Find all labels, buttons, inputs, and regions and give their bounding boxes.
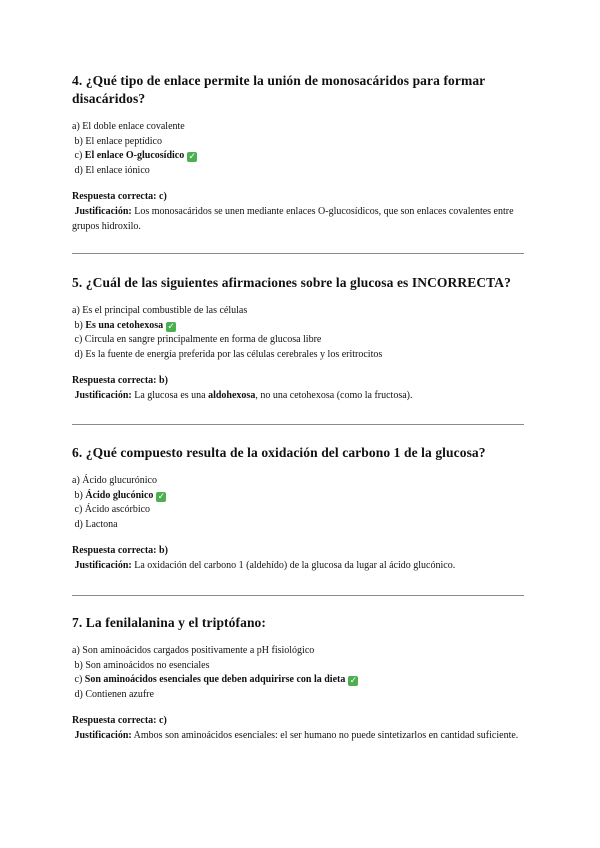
option-d (72, 164, 532, 179)
option-text: El enlace peptídico (85, 135, 162, 147)
option-b (72, 489, 532, 504)
options-list (72, 474, 532, 532)
question-7 (72, 614, 532, 743)
option-text: Es el principal combustible de las células (82, 305, 248, 316)
option-d (72, 688, 532, 703)
justification-label: Justificación: (74, 390, 132, 401)
option-text: Lactona (85, 518, 118, 530)
option-prefix: c) (74, 334, 83, 345)
option-c (72, 503, 532, 518)
option-a (72, 474, 532, 489)
justification-text: Ambos son aminoácidos esenciales: el ser humano no puede sintetizarlos en cantidad suficiente. (133, 730, 519, 741)
options-list (72, 644, 532, 702)
justification (72, 558, 532, 573)
option-text-correct: Es una cetohexosa (85, 319, 164, 331)
option-prefix: d) (74, 688, 83, 700)
option-prefix: d) (74, 348, 83, 360)
option-prefix: a) (72, 475, 80, 486)
justification-label: Justificación: (74, 560, 132, 571)
check-mark-icon: ✓ (188, 152, 196, 162)
section-divider (72, 424, 524, 425)
justification-text-end: , no una cetohexosa (como la fructosa). (255, 390, 413, 401)
correct-answer: Respuesta correcta: b) (72, 375, 168, 386)
option-b (72, 319, 532, 334)
option-a (72, 304, 532, 319)
option-text: Es la fuente de energía preferida por las células cerebrales y los eritrocitos (85, 348, 383, 360)
option-text-correct: Son aminoácidos esenciales que deben adquirirse con la dieta (84, 674, 346, 685)
option-text-correct: El enlace O-glucosídico (84, 150, 185, 161)
option-a (72, 120, 532, 135)
correct-answer: Respuesta correcta: b) (72, 545, 168, 556)
option-b (72, 659, 532, 674)
check-mark-icon: ✓ (157, 491, 166, 502)
option-prefix: b) (74, 319, 83, 331)
option-c (72, 673, 532, 688)
justification-text: La oxidación del carbono 1 (aldehído) de la glucosa da lugar al ácido glucónico. (134, 560, 456, 571)
justification-label: Justificación: (74, 206, 132, 217)
option-prefix: a) (72, 645, 80, 656)
option-text: Circula en sangre principalmente en forma de glucosa libre (84, 334, 322, 345)
check-mark-icon: ✓ (167, 321, 175, 332)
question-title: 4. ¿Qué tipo de enlace permite la unión de monosacáridos para formar disacáridos? (72, 73, 486, 106)
option-text: El enlace iónico (85, 164, 150, 176)
correct-answer: Respuesta correcta: c) (72, 715, 167, 726)
section-divider (72, 253, 524, 254)
question-title: 7. La fenilalanina y el triptófano: (72, 615, 267, 630)
option-a (72, 644, 532, 659)
question-title: 5. ¿Cuál de las siguientes afirmaciones sobre la glucosa es INCORRECTA? (72, 275, 511, 290)
option-text: Ácido glucurónico (82, 475, 157, 486)
option-prefix: c) (74, 150, 83, 161)
option-prefix: a) (72, 121, 80, 132)
option-d (72, 348, 532, 363)
option-prefix: c) (74, 674, 83, 685)
options-list (72, 120, 532, 178)
option-prefix: a) (72, 305, 80, 316)
option-text: Ácido ascórbico (84, 504, 151, 515)
option-prefix: c) (74, 504, 83, 515)
options-list (72, 304, 532, 362)
justification (72, 728, 532, 743)
question-title: 6. ¿Qué compuesto resulta de la oxidación del carbono 1 de la glucosa? (72, 445, 486, 460)
option-text: El doble enlace covalente (82, 121, 185, 132)
section-divider (72, 595, 524, 596)
justification-label: Justificación: (74, 730, 132, 741)
justification-text: La glucosa es una (134, 390, 209, 401)
justification (72, 204, 532, 234)
option-prefix: d) (74, 518, 83, 530)
option-text: Son aminoácidos no esenciales (85, 659, 210, 671)
option-prefix: b) (74, 135, 83, 147)
justification-emphasis: aldohexosa (208, 390, 256, 401)
question-5 (72, 274, 532, 403)
check-mark-icon: ✓ (349, 676, 358, 686)
option-text: Contienen azufre (85, 688, 154, 700)
option-text: Son aminoácidos cargados positivamente a pH fisiológico (82, 645, 315, 656)
option-c (72, 333, 532, 348)
justification-text: Los monosacáridos se unen mediante enlaces O-glucosídicos, que son enlaces covalentes entre grupos hidroxilo. (72, 206, 514, 232)
option-text-correct: Ácido glucónico (85, 489, 154, 501)
option-c (72, 149, 532, 164)
option-d (72, 518, 532, 533)
option-b (72, 135, 532, 150)
correct-answer: Respuesta correcta: c) (72, 191, 167, 202)
question-6 (72, 444, 532, 573)
justification (72, 388, 532, 403)
option-prefix: b) (74, 489, 83, 501)
option-prefix: d) (74, 164, 83, 176)
question-4 (72, 72, 532, 234)
option-prefix: b) (74, 659, 83, 671)
